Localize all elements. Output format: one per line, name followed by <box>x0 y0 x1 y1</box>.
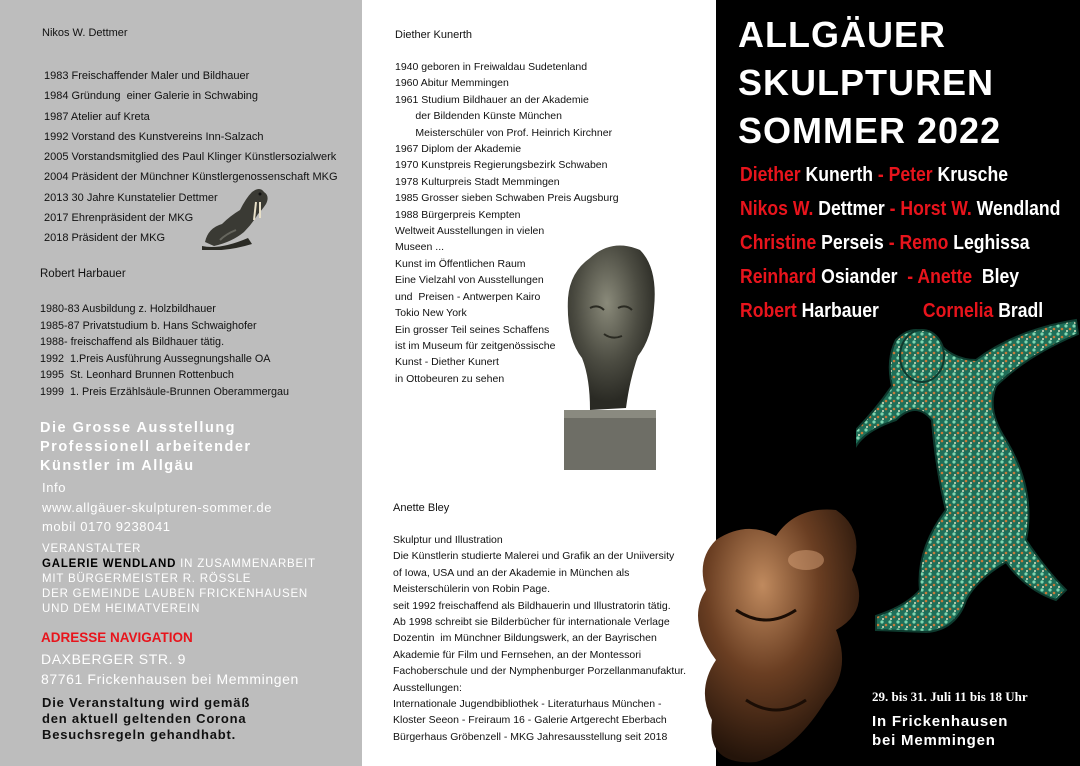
bley-bio-line: Fachoberschule und der Nymphenburger Porzellanmanufaktur. <box>393 665 687 678</box>
artist-first-name: Nikos W. <box>740 198 819 220</box>
kunerth-bio-line: Tokio New York <box>395 307 467 320</box>
kunerth-bio-line: in Ottobeuren zu sehen <box>395 372 505 385</box>
dettmer-bio-line: 1984 Gründung einer Galerie in Schwabing <box>44 90 259 103</box>
headline-line: Die Grosse Ausstellung <box>40 420 237 436</box>
artist-first-name: Cornelia <box>878 300 999 322</box>
artist-first-name: Reinhard <box>740 266 822 288</box>
harbauer-bio-line: 1992 1.Preis Ausführung Aussegnungshalle OA <box>40 352 271 365</box>
notice-line: Besuchsregeln gehandhabt. <box>42 727 237 742</box>
artist-row <box>740 226 1060 260</box>
dettmer-bio-line: 2017 Ehrenpräsident der MKG <box>44 212 194 225</box>
bley-bio-line: Skulptur und Illustration <box>393 534 503 546</box>
bley-bio-line: Die Künstlerin studierte Malerei und Grafik an der Uniiversity <box>393 550 675 563</box>
harbauer-bio-line: 1980-83 Ausbildung z. Holzbildhauer <box>40 303 216 315</box>
dettmer-bio-line: 1983 Freischaffender Maler und Bildhauer <box>44 70 250 82</box>
kunerth-bio-line: ist im Museum für zeitgenössische <box>395 339 556 352</box>
artist-row <box>740 158 1060 192</box>
artist-last-name: Kunerth <box>805 164 878 186</box>
title-line: SKULPTUREN <box>738 62 995 103</box>
phone-number[interactable]: mobil 0170 9238041 <box>42 519 171 534</box>
walrus-sculpture-image <box>200 180 280 250</box>
address-street: DAXBERGER STR. 9 <box>41 651 186 667</box>
dettmer-bio-line: 2013 30 Jahre Kunstatelier Dettmer <box>44 191 218 204</box>
bley-bio-line: Ausstellungen: <box>393 681 462 694</box>
dettmer-bio-line: 2018 Präsident der MKG <box>44 232 166 245</box>
bronze-sculpture-image <box>676 500 876 766</box>
exhibition-headline <box>40 419 252 476</box>
info-label: Info <box>42 480 67 495</box>
kunerth-bio-line: 1970 Kunstpreis Regierungsbezirk Schwaben <box>395 159 608 172</box>
artist-last-name: Perseis <box>821 232 889 254</box>
dettmer-bio-line: 2005 Vorstandsmitglied des Paul Klinger Künstlersozialwerk <box>44 151 337 164</box>
event-dates: 29. bis 31. Juli 11 bis 18 Uhr <box>872 689 1028 704</box>
headline-line: Künstler im Allgäu <box>40 458 195 474</box>
artist-first-name: Christine <box>740 232 822 254</box>
kunerth-bio-line: 1985 Grosser sieben Schwaben Preis Augsburg <box>395 192 619 205</box>
crouching-figure-sculpture-image <box>856 300 1080 680</box>
dettmer-bio-line: 1987 Atelier auf Kreta <box>44 110 150 123</box>
organizer-detail-line: MIT BÜRGERMEISTER R. RÖSSLE <box>42 573 252 585</box>
kunerth-bio-line: 1978 Kulturpreis Stadt Memmingen <box>395 175 560 188</box>
event-location <box>872 712 1008 750</box>
artist-first-name: - Remo <box>888 232 954 254</box>
bley-name: Anette Bley <box>393 502 450 514</box>
title-line: ALLGÄUER <box>738 14 946 55</box>
location-line: In Frickenhausen <box>872 713 1009 730</box>
corona-notice <box>42 695 250 743</box>
organizer-detail-line: DER GEMEINDE LAUBEN FRICKENHAUSEN <box>42 588 309 601</box>
address-city: 87761 Frickenhausen bei Memmingen <box>41 671 299 687</box>
harbauer-name: Robert Harbauer <box>40 268 126 280</box>
artist-first-name: - Peter <box>877 164 938 186</box>
kunerth-bio-line: 1967 Diplom der Akademie <box>395 143 522 156</box>
notice-line: den aktuell geltenden Corona <box>42 711 247 726</box>
harbauer-bio-line: 1995 St. Leonhard Brunnen Rottenbuch <box>40 369 234 382</box>
artist-first-name: Diether <box>740 164 806 186</box>
artist-row <box>740 192 1060 226</box>
artist-last-name: Dettmer <box>818 198 890 220</box>
bley-bio-line: of Iowa, USA und an der Akademie in München als <box>393 566 630 579</box>
harbauer-bio-list <box>40 301 289 401</box>
bley-bio-list <box>393 532 686 745</box>
kunerth-bio-line: 1961 Studium Bildhauer an der Akademie <box>395 93 589 106</box>
organizer-line <box>42 557 316 572</box>
organizer-detail-line: UND DEM HEIMATVEREIN <box>42 603 201 616</box>
kunerth-name: Diether Kunerth <box>395 29 473 41</box>
harbauer-bio-line: 1999 1. Preis Erzählsäule-Brunnen Oberammergau <box>40 385 290 398</box>
organizer-details <box>42 572 308 618</box>
harbauer-bio-line: 1985-87 Privatstudium b. Hans Schwaighofer <box>40 319 257 332</box>
location-line: bei Memmingen <box>872 732 996 749</box>
kunerth-bio-line: Eine Vielzahl von Ausstellungen <box>395 274 544 287</box>
artist-first-name: Robert <box>740 300 802 322</box>
artist-last-name: Wendland <box>976 198 1061 220</box>
headline-line: Professionell arbeitender <box>40 439 252 455</box>
dettmer-name: Nikos W. Dettmer <box>42 27 128 39</box>
kunerth-bio-line: 1960 Abitur Memmingen <box>395 77 509 90</box>
dettmer-bio-list <box>44 66 338 249</box>
artist-last-name: Harbauer <box>801 300 879 322</box>
kunerth-bio-line: 1940 geboren in Freiwaldau Sudetenland <box>395 61 588 73</box>
organizer-name: GALERIE WENDLAND <box>42 558 177 570</box>
artist-last-name: Osiander <box>821 266 908 288</box>
organizer-suffix: IN ZUSAMMENARBEIT <box>176 558 316 570</box>
bley-bio-line: seit 1992 freischaffend als Bildhauerin und Illustratorin tätig. <box>393 599 671 612</box>
kunerth-bio-line: Meisterschüler von Prof. Heinrich Kirchner <box>395 126 613 139</box>
kunerth-bio-line: Weltweit Ausstellungen in vielen <box>395 225 545 238</box>
address-label: ADRESSE NAVIGATION <box>41 630 193 645</box>
artist-last-name: Leghissa <box>953 232 1030 254</box>
artist-row <box>740 260 1060 294</box>
harbauer-bio-line: 1988- freischaffend als Bildhauer tätig. <box>40 336 225 349</box>
notice-line: Die Veranstaltung wird gemäß <box>42 695 251 710</box>
bley-bio-line: Internationale Jugendbibliothek - Literaturhaus München - <box>393 698 662 711</box>
kunerth-bio-line: Ein grosser Teil seines Schaffens <box>395 323 550 336</box>
kunerth-bio-line: der Bildenden Künste München <box>395 110 562 123</box>
title-line: SOMMER 2022 <box>738 110 1002 151</box>
bley-bio-line: Akademie für Film und Fernsehen, an der Montessori <box>393 648 642 661</box>
kunerth-bio-line: Kunst im Öffentlichen Raum <box>395 257 526 270</box>
bley-bio-line: Meisterschülerin von Robin Page. <box>393 583 550 596</box>
head-sculpture-image <box>560 238 662 474</box>
dettmer-bio-line: 2004 Präsident der Münchner Künstlergenossenschaft MKG <box>44 171 338 184</box>
dettmer-bio-line: 1992 Vorstand des Kunstvereins Inn-Salzach <box>44 130 264 143</box>
bley-bio-line: Kloster Seeon - Freiraum 16 - Galerie Artgerecht Eberbach <box>393 714 667 727</box>
kunerth-bio-line: 1988 Bürgerpreis Kempten <box>395 208 521 221</box>
kunerth-bio-line: und Preisen - Antwerpen Kairo <box>395 290 541 303</box>
website-link[interactable]: www.allgäuer-skulpturen-sommer.de <box>42 500 273 515</box>
poster-title <box>738 11 1001 155</box>
middle-panel <box>362 0 716 766</box>
artist-last-name: Bley <box>981 266 1020 288</box>
left-panel <box>0 0 362 766</box>
bley-bio-line: Dozentin im Münchner Bildungswerk, an der Bayrischen <box>393 632 657 645</box>
artist-first-name: - Horst W. <box>889 198 977 220</box>
artist-last-name: Bradl <box>998 300 1044 322</box>
artist-first-name: - Anette <box>907 266 982 288</box>
organizer-label: VERANSTALTER <box>42 543 142 555</box>
bley-bio-line: Bürgerhaus Gröbenzell - MKG Jahresausstellung seit 2018 <box>393 730 668 743</box>
kunerth-bio-line: Kunst - Diether Kunert <box>395 356 499 369</box>
bley-bio-line: Ab 1998 schreibt sie Bilderbücher für internationale Verlage <box>393 616 670 629</box>
kunerth-bio-line: Museen ... <box>395 241 445 254</box>
artist-last-name: Krusche <box>937 164 1008 186</box>
